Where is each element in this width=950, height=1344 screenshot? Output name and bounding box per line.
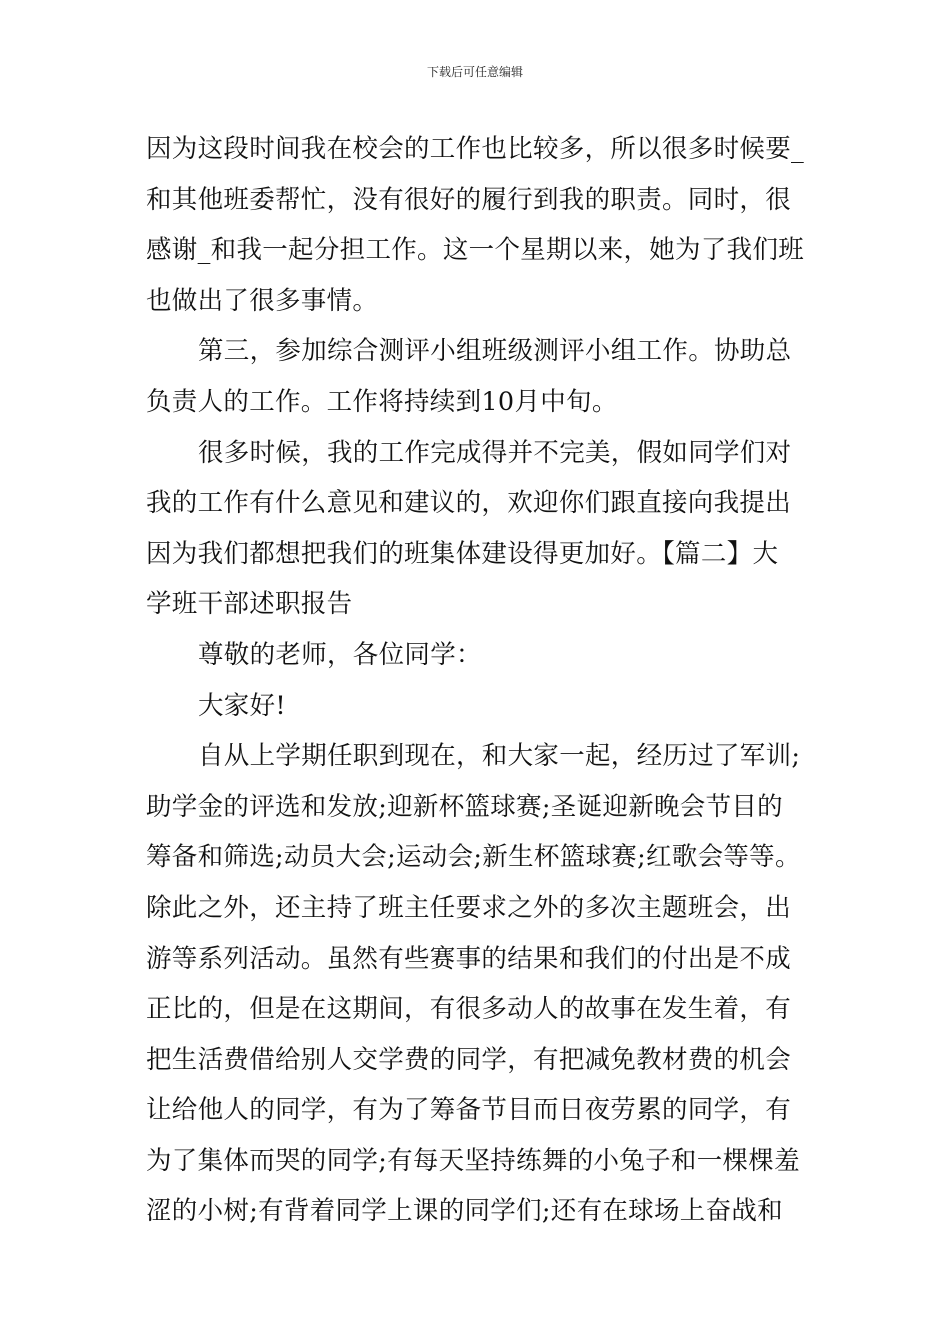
paragraph-first-line: 第三，参加综合测评小组班级测评小组工作。协助总 <box>198 336 792 367</box>
text-line: 游等系列活动。虽然有些赛事的结果和我们的付出是不成 <box>146 943 792 974</box>
text-line: 正比的，但是在这期间，有很多动人的故事在发生着，有 <box>146 994 792 1025</box>
text-line: 负责人的工作。工作将持续到10月中旬。 <box>146 386 618 417</box>
paragraph-first-line: 很多时候，我的工作完成得并不完美，假如同学们对 <box>198 437 792 468</box>
page-header: 下载后可任意编辑 <box>426 65 523 79</box>
text-line: 筹备和筛选;动员大会;运动会;新生杯篮球赛;红歌会等等。 <box>146 842 801 873</box>
text-line: 因为我们都想把我们的班集体建设得更加好。【篇二】大 <box>146 538 779 569</box>
document-body <box>146 124 826 1237</box>
paragraph-first-line: 自从上学期任职到现在，和大家一起，经历过了军训; <box>198 741 801 772</box>
text-line: 感谢_和我一起分担工作。这一个星期以来，她为了我们班 <box>146 235 805 266</box>
text-line: 我的工作有什么意见和建议的，欢迎你们跟直接向我提出 <box>146 488 792 519</box>
greeting: 大家好! <box>198 690 286 721</box>
section-title-line: 学班干部述职报告 <box>146 589 353 620</box>
text-line: 把生活费借给别人交学费的同学，有把减免教材费的机会 <box>146 1044 792 1075</box>
text-line: 让给他人的同学，有为了筹备节目而日夜劳累的同学，有 <box>146 1095 792 1126</box>
text-line: 助学金的评选和发放;迎新杯篮球赛;圣诞迎新晚会节目的 <box>146 791 783 822</box>
text-line: 和其他班委帮忙，没有很好的履行到我的职责。同时，很 <box>146 184 792 215</box>
text-line: 也做出了很多事情。 <box>146 285 379 316</box>
text-line: 除此之外，还主持了班主任要求之外的多次主题班会，出 <box>146 892 792 923</box>
text-line: 涩的小树;有背着同学上课的同学们;还有在球场上奋战和 <box>146 1196 783 1227</box>
salutation: 尊敬的老师，各位同学： <box>198 639 482 670</box>
text-line: 为了集体而哭的同学;有每天坚持练舞的小兔子和一棵棵羞 <box>146 1145 800 1176</box>
text-line: 因为这段时间我在校会的工作也比较多，所以很多时候要_ <box>146 134 805 164</box>
